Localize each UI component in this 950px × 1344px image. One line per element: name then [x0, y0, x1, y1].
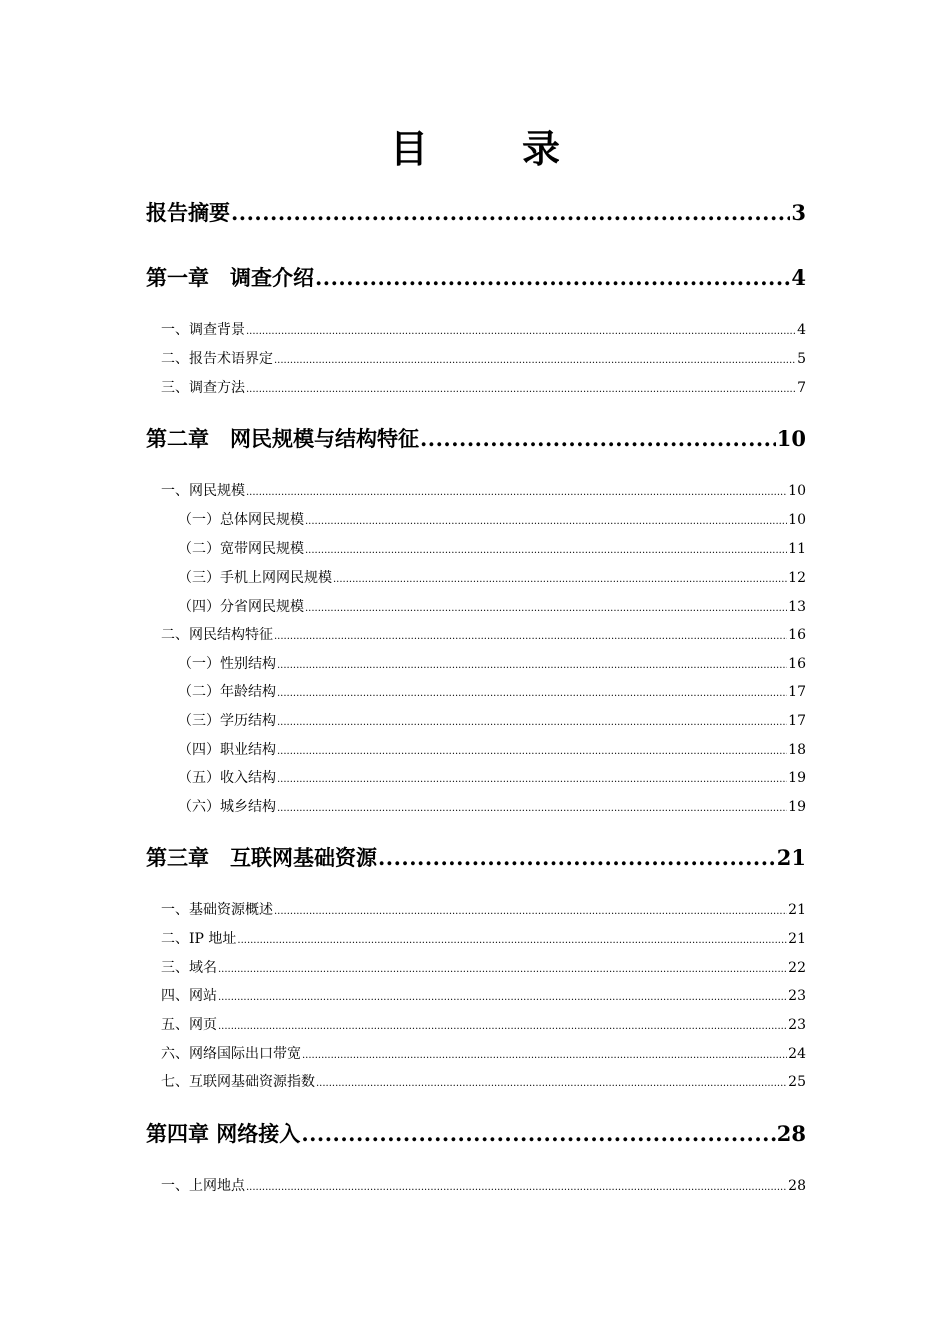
dot-leader	[277, 717, 787, 728]
dot-leader	[305, 516, 787, 527]
toc-entry-label: （三）学历结构	[178, 713, 276, 729]
toc-entry-page: 23	[788, 988, 806, 1004]
toc-entry-page: 21	[788, 931, 806, 947]
toc-entry-label: 三、调查方法	[161, 380, 245, 396]
toc-entry[interactable]	[178, 710, 806, 730]
toc-entry-page: 13	[788, 599, 806, 615]
toc-entry-page: 4	[791, 265, 806, 290]
toc-entry[interactable]	[178, 767, 806, 787]
toc-entry-label: （六）城乡结构	[178, 799, 276, 815]
dot-leader	[316, 1078, 787, 1089]
toc-entry[interactable]	[161, 1071, 806, 1091]
dot-leader	[378, 845, 776, 870]
toc-entry-page: 16	[788, 627, 806, 643]
toc-entry-page: 24	[788, 1046, 806, 1062]
toc-entry[interactable]	[161, 899, 806, 919]
dot-leader	[301, 1121, 775, 1146]
toc-entry-label: 一、调查背景	[161, 322, 245, 338]
toc-entry-label: （四）职业结构	[178, 742, 276, 758]
dot-leader	[333, 574, 787, 585]
dot-leader	[274, 906, 787, 917]
toc-entry[interactable]	[178, 509, 806, 529]
toc-entry-page: 10	[788, 512, 806, 528]
toc-entry-label: 四、网站	[161, 988, 217, 1004]
dot-leader	[305, 603, 787, 614]
toc-entry-label: 二、网民结构特征	[161, 627, 273, 643]
toc-entry-page: 28	[788, 1178, 806, 1194]
toc-entry[interactable]	[161, 985, 806, 1005]
toc-entry[interactable]	[161, 957, 806, 977]
dot-leader	[274, 355, 796, 366]
dot-leader	[246, 487, 787, 498]
toc-entry[interactable]	[146, 423, 806, 453]
dot-leader	[420, 426, 776, 451]
toc-entry-page: 4	[797, 322, 806, 338]
dot-leader	[302, 1050, 787, 1061]
toc-entry-label: 二、报告术语界定	[161, 351, 273, 367]
toc-entry[interactable]	[178, 739, 806, 759]
toc-entry[interactable]	[178, 567, 806, 587]
dot-leader	[231, 200, 790, 225]
toc-entry-page: 17	[788, 684, 806, 700]
toc-entry-label: （二）年龄结构	[178, 684, 276, 700]
toc-entry-page: 19	[788, 770, 806, 786]
toc-entry-label: （一）总体网民规模	[178, 512, 304, 528]
dot-leader	[246, 1182, 787, 1193]
dot-leader	[277, 688, 787, 699]
toc-entry-page: 21	[776, 845, 806, 870]
toc-entry-page: 21	[788, 902, 806, 918]
toc-entry[interactable]	[178, 596, 806, 616]
toc-entry-label: 三、域名	[161, 960, 217, 976]
toc-entry-page: 10	[788, 483, 806, 499]
toc-entry-page: 12	[788, 570, 806, 586]
toc-entry[interactable]	[146, 842, 806, 872]
toc-entry-label: （三）手机上网网民规模	[178, 570, 332, 586]
toc-entry[interactable]	[161, 1014, 806, 1034]
toc-entry[interactable]	[146, 197, 806, 227]
toc-entry-page: 7	[797, 380, 806, 396]
toc-entry-page: 17	[788, 713, 806, 729]
toc-entry[interactable]	[161, 319, 806, 339]
toc-entry-label: 一、基础资源概述	[161, 902, 273, 918]
dot-leader	[277, 803, 787, 814]
toc-entry[interactable]	[161, 624, 806, 644]
page-title: 目 录	[389, 126, 588, 171]
toc-entry-label: （五）收入结构	[178, 770, 276, 786]
toc-entry-page: 23	[788, 1017, 806, 1033]
toc-entry-label: 第一章 调查介绍	[146, 265, 314, 290]
toc-entry[interactable]	[146, 1118, 806, 1148]
toc-entry-label: 一、网民规模	[161, 483, 245, 499]
toc-entry-label: （一）性别结构	[178, 656, 276, 672]
toc-entry-page: 28	[776, 1121, 806, 1146]
toc-entry[interactable]	[161, 1175, 806, 1195]
toc-entry[interactable]	[178, 681, 806, 701]
toc-entry-label: 第三章 互联网基础资源	[146, 845, 377, 870]
toc-entry-page: 11	[788, 541, 806, 557]
toc-entry[interactable]	[178, 538, 806, 558]
toc-entry-label: （四）分省网民规模	[178, 599, 304, 615]
toc-entry-label: 报告摘要	[146, 200, 230, 225]
toc-entry-page: 19	[788, 799, 806, 815]
toc-entry-label: 二、IP 地址	[161, 931, 237, 947]
toc-entry[interactable]	[161, 1043, 806, 1063]
dot-leader	[218, 964, 787, 975]
toc-entry-page: 3	[791, 200, 806, 225]
toc-entry-label: 七、互联网基础资源指数	[161, 1074, 315, 1090]
dot-leader	[277, 660, 787, 671]
dot-leader	[305, 545, 787, 556]
toc-entry[interactable]	[161, 348, 806, 368]
dot-leader	[315, 265, 790, 290]
dot-leader	[274, 631, 787, 642]
dot-leader	[218, 1021, 787, 1032]
toc-entry-label: 六、网络国际出口带宽	[161, 1046, 301, 1062]
toc-entry-page: 10	[776, 426, 806, 451]
dot-leader	[277, 774, 787, 785]
toc-entry[interactable]	[146, 262, 806, 292]
toc-entry-label: 一、上网地点	[161, 1178, 245, 1194]
toc-entry[interactable]	[178, 653, 806, 673]
dot-leader	[246, 326, 796, 337]
toc-entry-page: 25	[788, 1074, 806, 1090]
toc-entry[interactable]	[161, 377, 806, 397]
toc-entry-page: 5	[797, 351, 806, 367]
dot-leader	[277, 746, 787, 757]
toc-entry-label: （二）宽带网民规模	[178, 541, 304, 557]
toc-entry[interactable]	[161, 480, 806, 500]
toc-entry[interactable]	[178, 796, 806, 816]
toc-entry-label: 第四章 网络接入	[146, 1121, 301, 1146]
toc-entry-page: 22	[788, 960, 806, 976]
toc-entry-label: 五、网页	[161, 1017, 217, 1033]
dot-leader	[246, 384, 796, 395]
toc-entry[interactable]	[161, 928, 806, 948]
dot-leader	[237, 935, 787, 946]
toc-entry-page: 18	[788, 742, 806, 758]
toc-entry-page: 16	[788, 656, 806, 672]
toc-entry-label: 第二章 网民规模与结构特征	[146, 426, 419, 451]
dot-leader	[218, 992, 787, 1003]
